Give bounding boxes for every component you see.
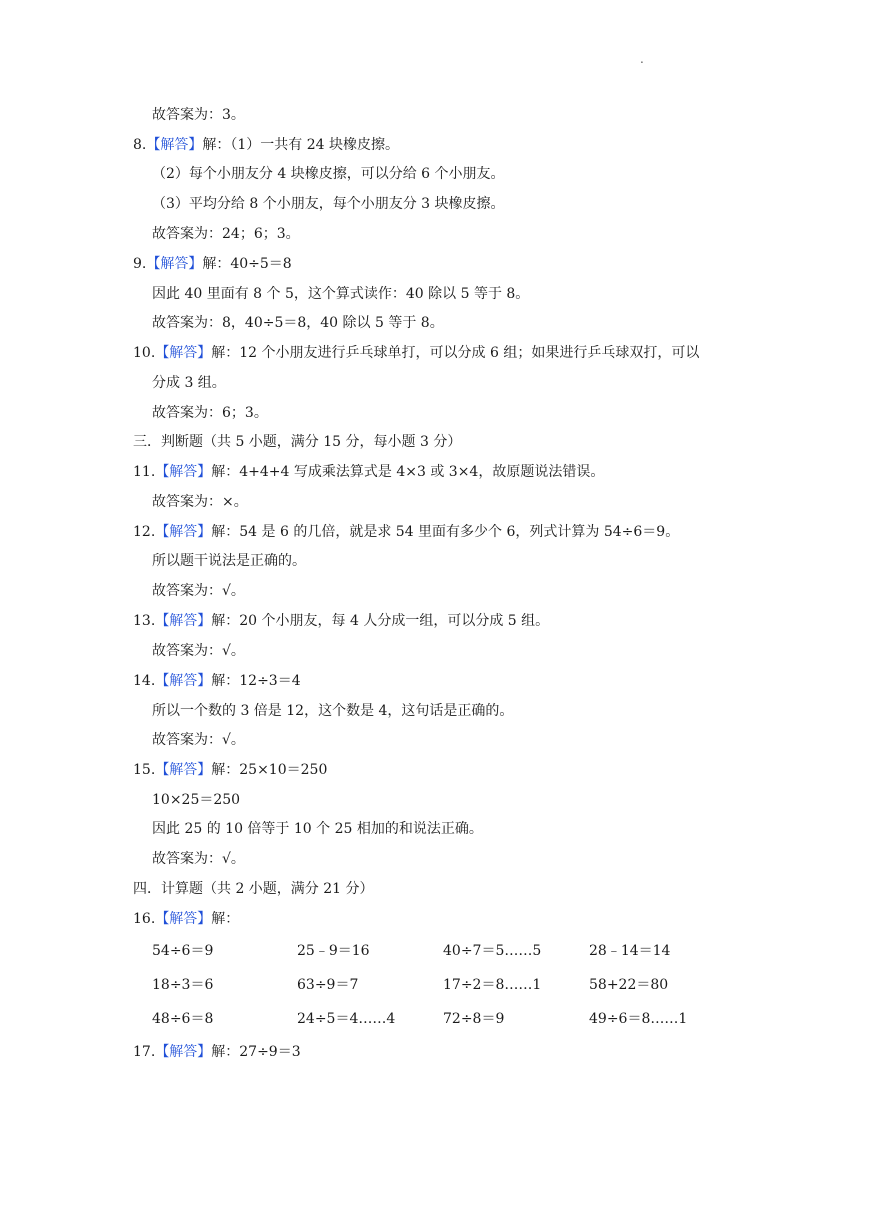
answer-tag: 【解答】 [155,613,212,629]
calc-cell: 48÷6＝8 [152,1011,214,1027]
answer-tag: 【解答】 [155,1044,212,1060]
question-number: 9. [133,256,147,272]
question-number: 10. [133,345,156,361]
calc-cell: 28﹣14＝14 [589,943,671,959]
calc-cell: 25﹣9＝16 [297,943,370,959]
text-line: 所以题干说法是正确的。 [152,553,306,569]
question-10 [133,343,699,363]
answer-tag: 【解答】 [155,911,212,927]
question-15 [133,760,327,780]
answer-line: 故答案为：24；6；3。 [152,226,300,242]
question-body: 解：（1）一共有 24 块橡皮擦。 [202,137,399,153]
calc-cell: 49÷6＝8……1 [589,1011,688,1027]
text-line: 因此 40 里面有 8 个 5，这个算式读作：40 除以 5 等于 8。 [152,286,530,302]
question-12 [133,522,679,542]
answer-line: 故答案为：6；3。 [152,405,268,421]
answer-line: 故答案为：×。 [152,494,248,510]
answer-tag: 【解答】 [155,524,212,540]
answer-tag: 【解答】 [155,762,212,778]
text-line: 所以一个数的 3 倍是 12，这个数是 4，这句话是正确的。 [152,703,514,719]
answer-line: 故答案为：√。 [152,851,245,867]
question-body: 解：12÷3＝4 [211,673,301,689]
answer-line: 故答案为：√。 [152,643,245,659]
question-body: 解：25×10＝250 [211,762,328,778]
text-line: （3）平均分给 8 个小朋友，每个小朋友分 3 块橡皮擦。 [152,196,505,212]
calc-cell: 58+22＝80 [589,977,669,993]
answer-line: 故答案为：8，40÷5＝8，40 除以 5 等于 8。 [152,315,444,331]
question-body: 解：12 个小朋友进行乒乓球单打，可以分成 6 组；如果进行乒乓球双打，可以 [211,345,700,361]
question-number: 11. [133,464,156,480]
text-line: 分成 3 组。 [152,375,226,391]
calc-cell: 40÷7＝5……5 [443,943,542,959]
question-number: 16. [133,911,156,927]
question-13 [133,611,549,631]
text-line: （2）每个小朋友分 4 块橡皮擦，可以分给 6 个小朋友。 [152,166,505,182]
answer-tag: 【解答】 [155,464,212,480]
answer-tag: 【解答】 [155,673,212,689]
text-line: 因此 25 的 10 倍等于 10 个 25 相加的和说法正确。 [152,821,483,837]
question-body: 解：40÷5＝8 [202,256,292,272]
question-9 [133,254,292,274]
question-body: 解： [211,911,240,927]
question-16 [133,909,239,929]
question-14 [133,671,301,691]
question-number: 13. [133,613,156,629]
question-body: 解：4+4+4 写成乘法算式是 4×3 或 3×4，故原题说法错误。 [211,464,605,480]
answer-line: 故答案为：3。 [152,107,245,123]
question-body: 解：54 是 6 的几倍，就是求 54 里面有多少个 6，列式计算为 54÷6＝9。 [211,524,680,540]
question-11 [133,462,604,482]
question-number: 12. [133,524,156,540]
header-dot: . [640,52,644,66]
calc-cell: 17÷2＝8……1 [443,977,542,993]
calc-cell: 54÷6＝9 [152,943,214,959]
calc-cell: 18÷3＝6 [152,977,214,993]
question-number: 15. [133,762,156,778]
calc-cell: 63÷9＝7 [297,977,359,993]
question-number: 17. [133,1044,156,1060]
question-number: 14. [133,673,156,689]
question-8 [133,135,399,155]
calc-cell: 24÷5＝4……4 [297,1011,396,1027]
calc-cell: 72÷8＝9 [443,1011,505,1027]
question-number: 8. [133,137,147,153]
answer-line: 故答案为：√。 [152,732,245,748]
answer-tag: 【解答】 [155,345,212,361]
question-17 [133,1042,301,1062]
answer-tag: 【解答】 [146,256,203,272]
question-body: 解：20 个小朋友，每 4 人分成一组，可以分成 5 组。 [211,613,550,629]
question-body: 解：27÷9＝3 [211,1044,301,1060]
answer-tag: 【解答】 [146,137,203,153]
section-heading: 三．判断题（共 5 小题，满分 15 分，每小题 3 分） [133,434,462,450]
section-heading: 四．计算题（共 2 小题，满分 21 分） [133,881,374,897]
answer-line: 故答案为：√。 [152,583,245,599]
text-line: 10×25＝250 [152,792,241,808]
